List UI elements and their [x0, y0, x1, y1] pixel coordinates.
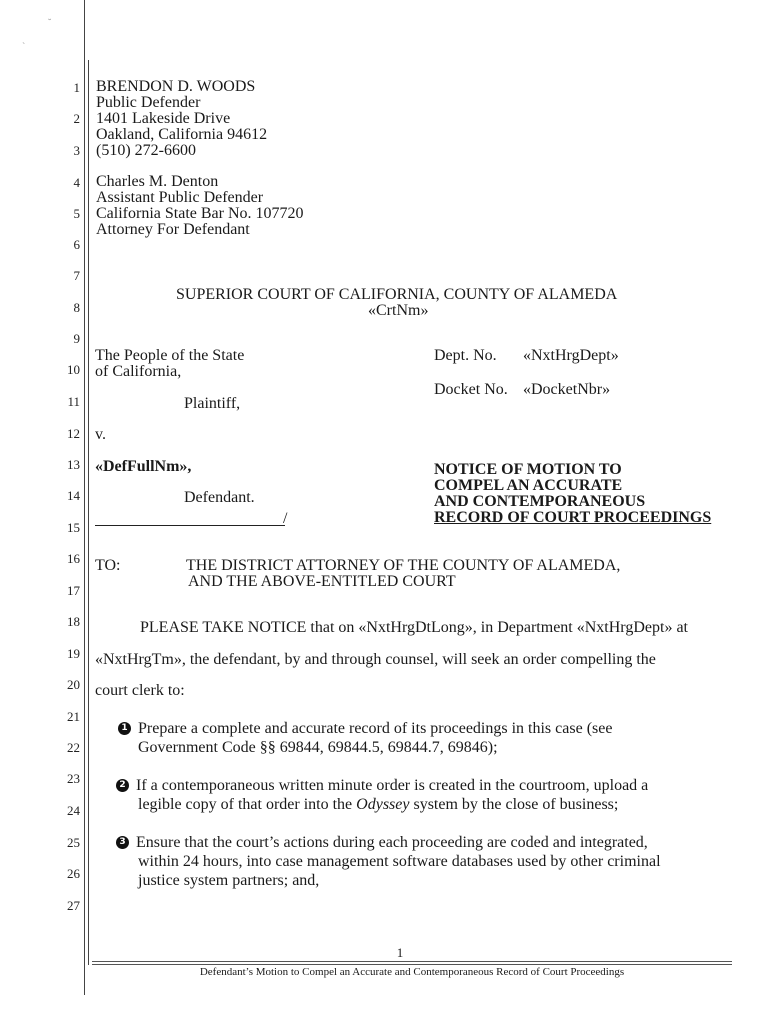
line-number: 26 — [67, 866, 80, 881]
dept-label: Dept. No. — [434, 347, 497, 364]
plaintiff-label: Plaintiff, — [184, 395, 241, 412]
counsel-name: BRENDON D. WOODS — [96, 78, 256, 95]
scan-mark: ` — [22, 42, 26, 53]
line-number: 12 — [67, 426, 80, 441]
title-line3: AND CONTEMPORANEOUS — [434, 493, 646, 510]
line-number: 16 — [67, 551, 80, 566]
to-line2: AND THE ABOVE-ENTITLED COURT — [188, 573, 456, 590]
line-number: 9 — [73, 331, 80, 346]
title-line1: NOTICE OF MOTION TO — [434, 461, 622, 478]
to-label: TO: — [95, 557, 121, 574]
caption-slash: / — [283, 510, 288, 527]
item-text: justice system partners; and, — [138, 872, 320, 889]
item-text: legible copy of that order into the Odyssey system by the close of business; — [138, 796, 619, 813]
bullet-three-icon: 3 — [116, 836, 129, 849]
bullet-two-icon: 2 — [116, 779, 129, 792]
line-number: 2 — [73, 111, 80, 126]
line-number: 6 — [73, 237, 80, 252]
line-number: 23 — [67, 771, 80, 786]
plaintiff-line2: of California, — [95, 363, 182, 380]
item-text: Government Code §§ 69844, 69844.5, 69844.7, 69846); — [138, 739, 498, 756]
line-number: 8 — [73, 300, 80, 315]
title-line4: RECORD OF COURT PROCEEDINGS — [434, 509, 712, 526]
attorney-title: Assistant Public Defender — [96, 189, 264, 206]
line-number: 24 — [67, 803, 80, 818]
body-line1: PLEASE TAKE NOTICE that on «NxtHrgDtLong», in Department «NxtHrgDept» at — [140, 619, 688, 636]
footer-rule — [92, 961, 732, 962]
line-number: 3 — [73, 143, 80, 158]
line-number: 7 — [73, 268, 80, 283]
line-number: 13 — [67, 457, 80, 472]
court-name: SUPERIOR COURT OF CALIFORNIA, COUNTY OF ALAMEDA — [176, 286, 618, 303]
line-number: 18 — [67, 614, 80, 629]
counsel-phone: (510) 272-6600 — [96, 142, 196, 159]
left-margin-rule-inner — [88, 60, 89, 965]
docket-value: «DocketNbr» — [523, 381, 611, 398]
line-number: 5 — [73, 206, 80, 221]
line-number: 4 — [73, 175, 80, 190]
item-text: within 24 hours, into case management software databases used by other criminal — [138, 853, 661, 870]
line-number: 17 — [67, 583, 80, 598]
footer-rule — [92, 964, 732, 965]
defendant-label: Defendant. — [184, 489, 255, 506]
line-number: 19 — [67, 646, 80, 661]
scan-mark: ˘ — [48, 18, 52, 29]
counsel-address1: 1401 Lakeside Drive — [96, 110, 231, 127]
dept-value: «NxtHrgDept» — [523, 347, 619, 364]
footer-text: Defendant’s Motion to Compel an Accurate and Contemporaneous Record of Court Proceedings — [199, 966, 625, 978]
page-number: 1 — [396, 945, 404, 960]
line-number: 20 — [67, 677, 80, 692]
title-line2: COMPEL AN ACCURATE — [434, 477, 623, 494]
line-number: 14 — [67, 488, 80, 503]
plaintiff-line1: The People of the State — [95, 347, 245, 364]
line-number: 25 — [67, 835, 80, 850]
attorney-name: Charles M. Denton — [96, 173, 219, 190]
attorney-role: Attorney For Defendant — [96, 221, 250, 238]
caption-rule — [95, 525, 285, 526]
line-number: 11 — [67, 394, 80, 409]
line-number: 21 — [67, 709, 80, 724]
body-line2: «NxtHrgTm», the defendant, by and through counsel, will seek an order compelling the — [95, 651, 656, 668]
item-text: Ensure that the court’s actions during each proceeding are coded and integrated, — [136, 834, 648, 851]
left-margin-rule — [84, 0, 85, 995]
line-number: 1 — [73, 80, 80, 95]
docket-label: Docket No. — [434, 381, 508, 398]
court-code: «CrtNm» — [368, 302, 429, 319]
body-line3: court clerk to: — [95, 682, 185, 699]
item-text: Prepare a complete and accurate record of its proceedings in this case (see — [138, 720, 613, 737]
line-number: 15 — [67, 520, 80, 535]
counsel-title: Public Defender — [96, 94, 201, 111]
attorney-bar: California State Bar No. 107720 — [96, 205, 304, 222]
to-line1: THE DISTRICT ATTORNEY OF THE COUNTY OF ALAMEDA, — [186, 557, 621, 574]
item-text: If a contemporaneous written minute order is created in the courtroom, upload a — [136, 777, 649, 794]
counsel-address2: Oakland, California 94612 — [96, 126, 268, 143]
line-number: 27 — [67, 898, 80, 913]
line-number: 22 — [67, 740, 80, 755]
versus: v. — [95, 426, 106, 443]
defendant-name: «DefFullNm», — [95, 458, 192, 475]
line-number: 10 — [67, 362, 80, 377]
bullet-one-icon: 1 — [118, 722, 131, 735]
